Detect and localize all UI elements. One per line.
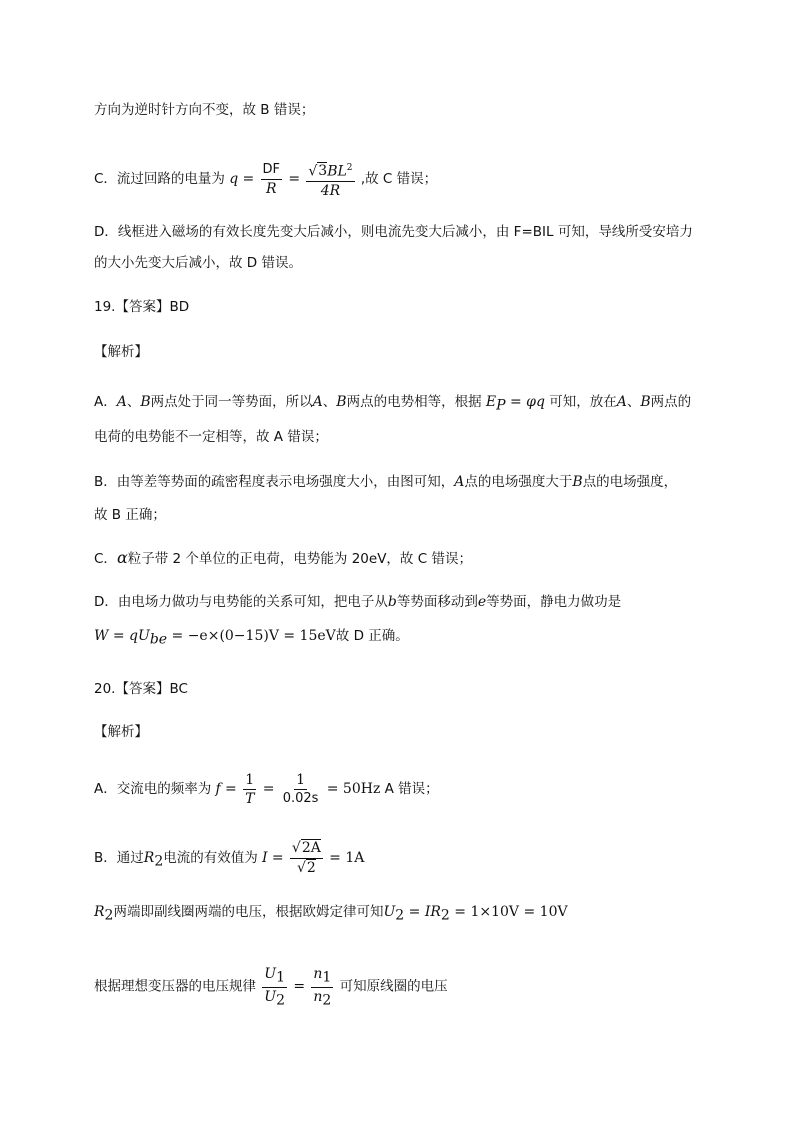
subscript: 1: [276, 969, 286, 986]
q19-option-b-line-2: 故 B 正确；: [94, 507, 166, 523]
surface-b: b: [387, 594, 397, 610]
q19-option-d-line-1: [94, 592, 621, 612]
point-a: A: [116, 394, 127, 410]
subscript: 1: [322, 969, 332, 986]
text: A 错误；: [384, 781, 439, 797]
text: B．由等差等势面的疏密程度表示电场强度大小，由图可知，: [94, 474, 455, 490]
subscript: P: [496, 397, 506, 414]
denominator: T: [245, 791, 255, 807]
fraction-df-over-r: [261, 162, 283, 197]
fraction-sqrt2a-over-sqrt2: [290, 840, 323, 877]
sep: 、: [626, 394, 641, 410]
alpha-symbol: α: [116, 548, 128, 567]
subscript: 2: [440, 907, 450, 924]
equals: =: [262, 781, 275, 797]
label: A．: [94, 394, 117, 410]
resistor-symbol: R: [94, 904, 105, 920]
subscript: 2: [276, 992, 286, 1009]
value: = 50Hz: [326, 781, 381, 797]
sqrt-sign: √: [308, 163, 318, 180]
numerator: 1: [296, 772, 306, 788]
sqrt-sign: √: [296, 860, 306, 876]
analysis-heading-19: 【解析】: [94, 344, 148, 360]
resistor-symbol: R: [143, 850, 155, 866]
point-a: A: [616, 394, 627, 410]
subscript: be: [149, 631, 168, 648]
equals: =: [108, 628, 130, 644]
u-symbol: U: [264, 988, 277, 1005]
point-a: A: [454, 474, 465, 490]
text: 故 D 正确。: [335, 628, 409, 644]
answer-20: 20.【答案】BC: [94, 681, 188, 697]
value: = 1×10V = 10V: [449, 904, 568, 920]
point-a: A: [312, 394, 323, 410]
numerator: 1: [245, 772, 255, 788]
numerator: [311, 966, 333, 988]
text: 两端即副线圈两端的电压，根据欧姆定律可知: [113, 904, 384, 920]
q19-option-a-line-2: 电荷的电势能不一定相等，故 A 错误；: [94, 429, 328, 445]
text: 点的电场强度大于: [464, 474, 573, 490]
subscript: 2: [395, 907, 405, 924]
sep: 、: [126, 394, 141, 410]
option-c-conclusion: ,故 C 错误；: [360, 171, 438, 188]
analysis-heading-20: 【解析】: [94, 724, 148, 740]
text: 电流的有效值为: [163, 850, 258, 866]
text: 等势面移动到: [396, 594, 478, 610]
q19-work-formula: [94, 626, 409, 650]
bl-term: BL: [327, 163, 347, 180]
subscript: 2: [154, 853, 164, 870]
q20-transformer-rule: [94, 966, 448, 1008]
text: D．由电场力做功与电势能的关系可知，把电子从: [94, 594, 388, 610]
text: 两点的: [650, 394, 692, 410]
formula: = −e×(0−15)V = 15eV: [167, 628, 336, 644]
surface-e: e: [477, 594, 487, 610]
q19-option-c: [94, 548, 472, 569]
text: 点的电场强度，: [582, 474, 678, 490]
fraction-u1-over-u2: [262, 966, 287, 1008]
text: A．交流电的频率为: [94, 781, 212, 797]
sqrt-sign: √: [291, 840, 301, 856]
fraction-sqrt3-bl2: [306, 160, 354, 199]
formula-equals: =: [242, 171, 255, 188]
option-c-charge: [94, 160, 437, 199]
formula-q: q: [229, 171, 239, 188]
option-d-line-1: D．线框进入磁场的有效长度先变大后减小，则电流先变大后减小，由 F=BIL 可知，导线所受安培力: [94, 224, 693, 240]
text: 可知，放在: [549, 394, 617, 410]
q20-option-b: [94, 840, 364, 877]
numerator: [290, 840, 323, 859]
option-c-text: C．流过回路的电量为: [94, 171, 225, 188]
text: 等势面，静电力做功是: [486, 594, 622, 610]
numerator: [306, 160, 354, 182]
point-b: B: [140, 394, 151, 410]
fraction-n1-over-n2: [311, 966, 333, 1008]
text: 根据理想变压器的电压规律: [94, 978, 256, 995]
q20-option-a: [94, 772, 439, 807]
ir-term: IR: [424, 904, 441, 920]
option-d-line-2: 的大小先变大后减小，故 D 错误。: [94, 255, 302, 271]
denominator: 0.02s: [282, 791, 319, 806]
text: 两点处于同一等势面，所以: [150, 394, 313, 410]
equals: =: [293, 978, 306, 995]
sqrt-arg: 2A: [301, 840, 321, 856]
denominator: [311, 988, 333, 1009]
text: 可知原线圈的电压: [339, 978, 448, 995]
voltage-symbol: U: [138, 628, 150, 644]
n-symbol: n: [313, 988, 323, 1005]
value: = 1A: [329, 850, 365, 866]
denominator: [262, 988, 287, 1009]
text: B．通过: [94, 850, 144, 866]
denominator: 4R: [320, 183, 341, 200]
formula: = φq: [505, 394, 545, 410]
subscript: 2: [322, 992, 332, 1009]
point-b: B: [336, 394, 347, 410]
text: 粒子带 2 个单位的正电荷，电势能为 20eV，故 C 错误；: [127, 551, 472, 567]
q19-option-b-line-1: [94, 472, 677, 492]
label: C．: [94, 551, 117, 567]
subscript: 2: [104, 907, 114, 924]
answer-19: 19.【答案】BD: [94, 299, 190, 315]
sqrt-arg: 2: [306, 860, 316, 876]
numerator: DF: [261, 162, 283, 180]
equals: =: [225, 781, 237, 797]
equals: =: [404, 904, 425, 920]
point-b: B: [572, 474, 583, 490]
charge-symbol: q: [129, 628, 138, 644]
current-symbol: I: [262, 850, 268, 866]
q20-r2-voltage: [94, 902, 568, 926]
q19-option-a-line-1: [94, 392, 691, 416]
exponent: 2: [346, 163, 353, 173]
text-line: 方向为逆时针方向不变，故 B 错误；: [94, 102, 315, 118]
n-symbol: n: [313, 966, 323, 982]
denominator: R: [266, 181, 277, 198]
denominator: [295, 859, 318, 877]
u-symbol: U: [264, 966, 277, 982]
point-b: B: [640, 394, 651, 410]
frequency-symbol: f: [215, 781, 221, 797]
work-symbol: W: [94, 628, 109, 644]
energy-symbol: E: [485, 394, 497, 410]
numerator: [262, 966, 287, 988]
equals: =: [271, 850, 284, 866]
sep: 、: [322, 394, 337, 410]
text: 两点的电势相等，根据: [346, 394, 482, 410]
formula-equals: =: [288, 171, 301, 188]
fraction-1-over-t: [243, 772, 256, 807]
fraction-1-over-0.02s: [281, 772, 321, 807]
sqrt-arg: 3: [318, 163, 328, 180]
voltage-symbol: U: [383, 904, 396, 920]
